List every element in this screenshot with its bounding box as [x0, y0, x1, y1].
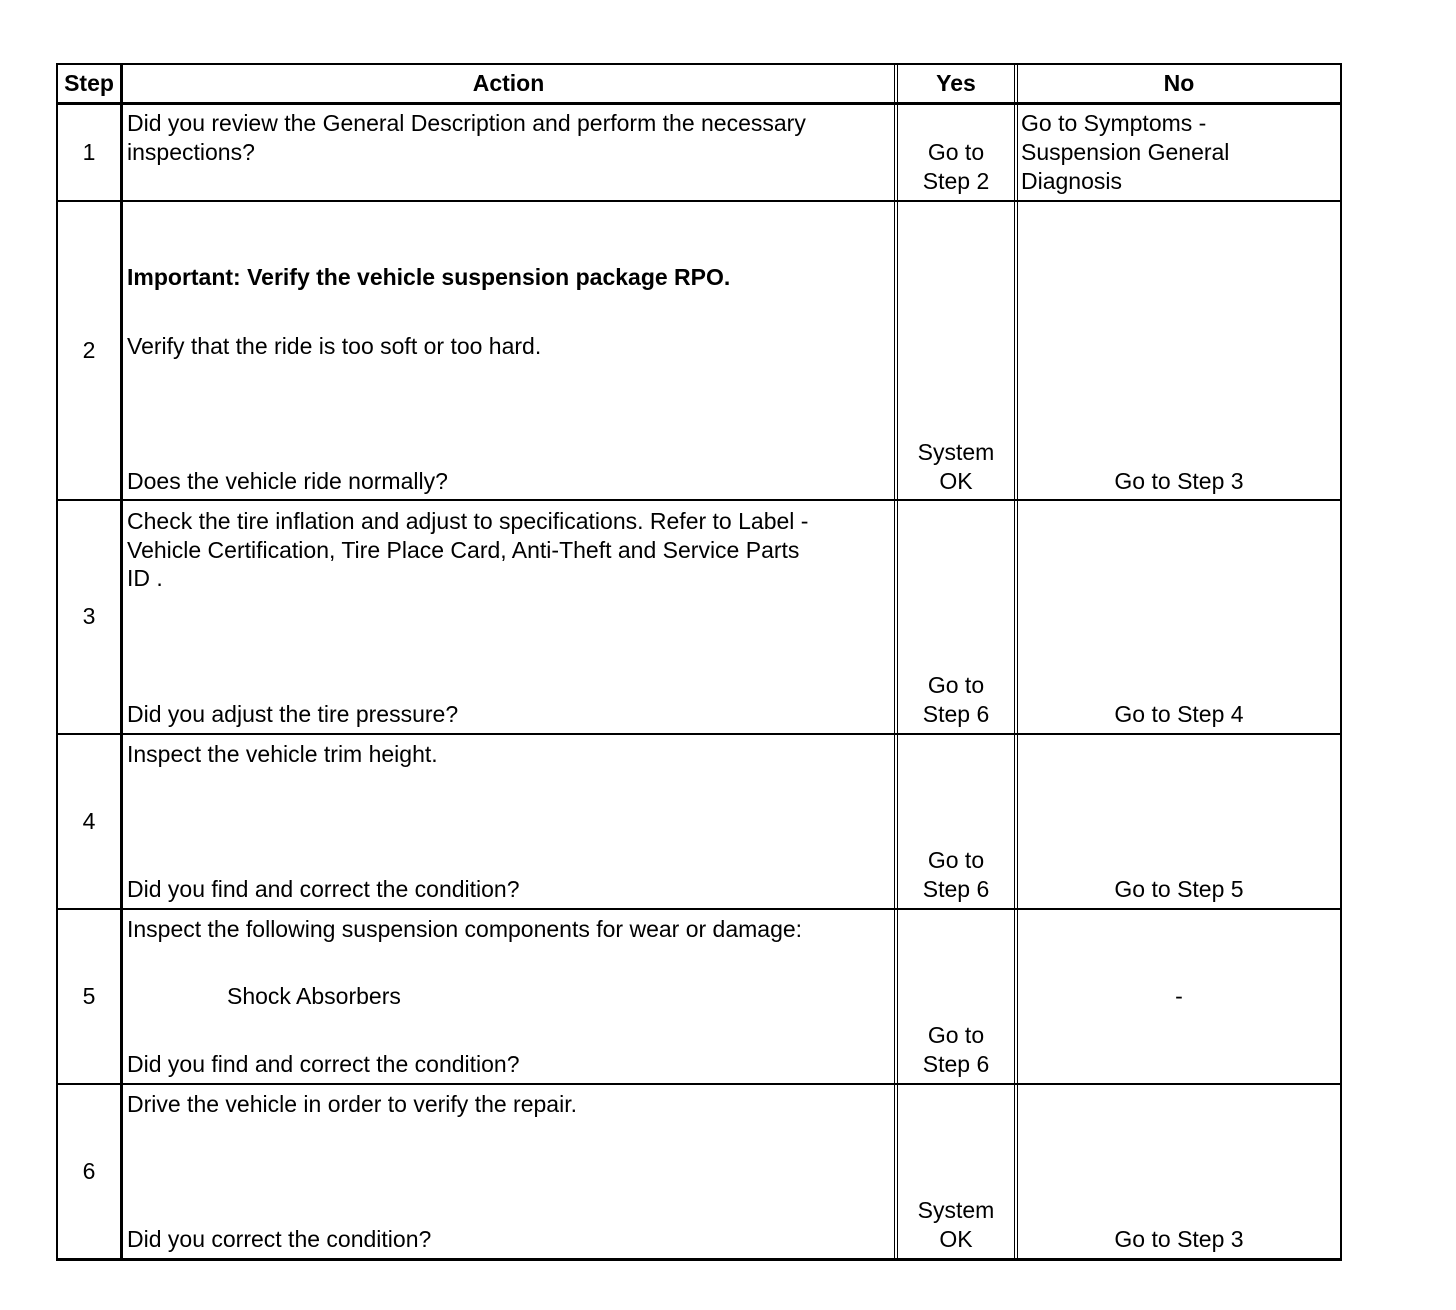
row-divider: [56, 733, 1342, 735]
action-text: Check the tire inflation and adjust to specifications. Refer to Label -: [127, 508, 809, 534]
no-result: Diagnosis: [1021, 168, 1122, 194]
step-number: 4: [82, 808, 96, 834]
action-question: Did you correct the condition?: [127, 1226, 432, 1252]
yes-result: Go to: [927, 1022, 985, 1048]
action-text: Vehicle Certification, Tire Place Card, Anti-Theft and Service Parts: [127, 537, 800, 563]
no-result: Go to Symptoms -: [1021, 110, 1207, 136]
no-result: Go to Step 5: [1114, 876, 1244, 902]
yes-result: System: [917, 439, 995, 465]
yes-result: OK: [939, 468, 973, 494]
action-text: Inspect the vehicle trim height.: [127, 741, 438, 767]
no-result: Go to Step 4: [1114, 701, 1244, 727]
yes-result: OK: [939, 1226, 973, 1252]
action-text: inspections?: [127, 139, 255, 165]
no-result: -: [1175, 983, 1183, 1009]
no-result: Suspension General: [1021, 139, 1230, 165]
diagnostic-table: [56, 63, 1342, 1261]
table-border-bottom: [56, 1258, 1342, 1261]
header-yes: Yes: [936, 70, 976, 96]
action-text: ID .: [127, 565, 163, 591]
action-text: Verify that the ride is too soft or too hard.: [127, 333, 542, 359]
component-item: Shock Absorbers: [227, 983, 401, 1009]
yes-result: Step 2: [922, 168, 990, 194]
action-question: Does the vehicle ride normally?: [127, 468, 448, 494]
no-result: Go to Step 3: [1114, 468, 1244, 494]
column-divider: [1014, 63, 1018, 1261]
action-question: Did you find and correct the condition?: [127, 1051, 520, 1077]
yes-result: Step 6: [922, 876, 990, 902]
action-question: Did you adjust the tire pressure?: [127, 701, 459, 727]
important-note: Important: Verify the vehicle suspension package RPO.: [127, 264, 731, 290]
yes-result: System: [917, 1197, 995, 1223]
header-no: No: [1163, 70, 1195, 96]
yes-result: Go to: [927, 139, 985, 165]
step-number: 5: [82, 983, 96, 1009]
no-result: Go to Step 3: [1114, 1226, 1244, 1252]
action-text: Did you review the General Description and perform the necessary: [127, 110, 806, 136]
header-action: Action: [472, 70, 545, 96]
column-divider: [894, 63, 898, 1261]
step-number: 6: [82, 1158, 96, 1184]
row-divider: [56, 499, 1342, 501]
yes-result: Step 6: [922, 1051, 990, 1077]
table-border-right: [1340, 63, 1342, 1261]
row-divider: [56, 102, 1342, 105]
row-divider: [56, 908, 1342, 910]
yes-result: Go to: [927, 847, 985, 873]
row-divider: [56, 1083, 1342, 1085]
column-divider: [120, 63, 123, 1261]
action-question: Did you find and correct the condition?: [127, 876, 520, 902]
header-step: Step: [64, 70, 114, 96]
action-text: Inspect the following suspension components for wear or damage:: [127, 916, 803, 942]
step-number: 1: [82, 139, 96, 165]
yes-result: Go to: [927, 672, 985, 698]
yes-result: Step 6: [922, 701, 990, 727]
step-number: 2: [82, 337, 96, 363]
table-border-top: [56, 63, 1342, 65]
table-border-left: [56, 63, 58, 1261]
action-text: Drive the vehicle in order to verify the repair.: [127, 1091, 577, 1117]
step-number: 3: [82, 603, 96, 629]
row-divider: [56, 200, 1342, 202]
